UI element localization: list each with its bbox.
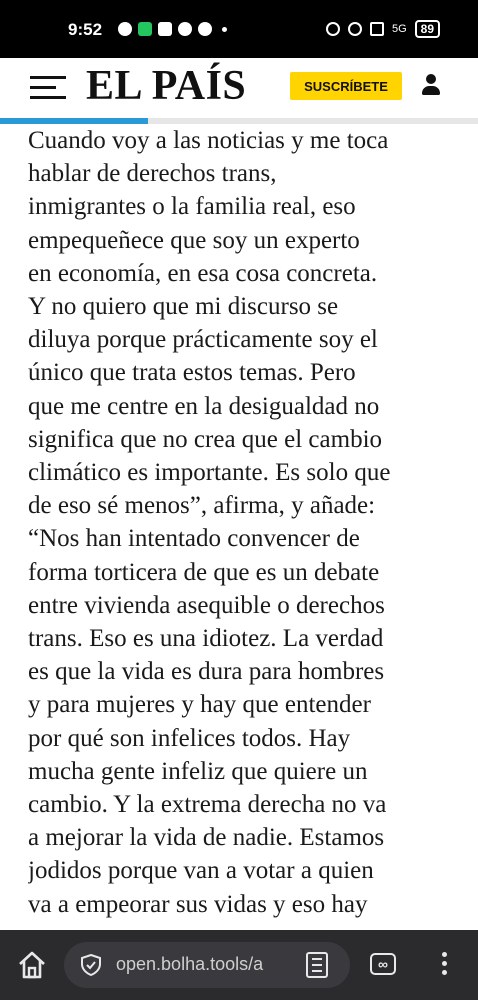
network-label: 5G	[391, 23, 407, 35]
subscribe-button[interactable]: SUSCRÍBETE	[290, 72, 402, 100]
tabs-button[interactable]: ∞	[370, 953, 396, 975]
menu-icon[interactable]	[30, 76, 66, 100]
discord-icon	[118, 22, 132, 36]
overflow-menu-icon[interactable]	[440, 952, 448, 978]
more-notifications-dot	[222, 27, 227, 32]
shield-icon[interactable]	[80, 954, 102, 976]
system-icons	[326, 20, 440, 38]
reader-mode-icon[interactable]	[306, 952, 328, 978]
vibrate-icon	[370, 22, 384, 36]
home-icon[interactable]	[16, 950, 48, 980]
site-logo[interactable]: EL PAÍS	[86, 63, 247, 109]
notification-icons	[118, 22, 227, 36]
article-paragraph: Cuando voy a las noticias y me toca hablar de derechos trans, inmigrantes o la familia real, eso empequeñece que soy un experto en economía, en esa cosa concreta. Y no quiero que mi discurso se diluya porque prácticamente soy el único que trata estos temas. Pero que me centre en la desigualdad no significa que no crea que el cambio climático es importante. Es solo que de eso sé menos”, afirma, y añade: “Nos han intentado convencer de forma torticera de que es un debate entre vivienda asequible o derechos trans. Eso es una idiotez. La verdad es que la vida es dura para hombres y para mujeres y hay que entender por qué son infelices todos. Hay mucha gente infeliz que quiere un cambio. Y la extrema derecha no va a mejorar la vida de nadie. Estamos jodidos porque van a votar a quien va a empeorar sus vidas y eso hay	[28, 127, 391, 918]
alarm-icon	[348, 22, 362, 36]
address-bar[interactable]	[64, 942, 350, 988]
user-icon[interactable]	[420, 74, 442, 98]
battery-icon: 89	[415, 20, 440, 38]
url-text[interactable]: open.bolha.tools/a	[116, 954, 264, 974]
headphones-icon	[326, 22, 340, 36]
app-notif-icon	[198, 22, 212, 36]
shield-app-icon	[138, 22, 152, 36]
settings-notif-icon	[178, 22, 192, 36]
article-body	[28, 124, 458, 930]
linkedin-icon	[158, 22, 172, 36]
browser-toolbar	[0, 930, 478, 1000]
site-header	[0, 58, 478, 120]
status-time: 9:52	[68, 20, 103, 39]
status-bar	[0, 0, 478, 58]
